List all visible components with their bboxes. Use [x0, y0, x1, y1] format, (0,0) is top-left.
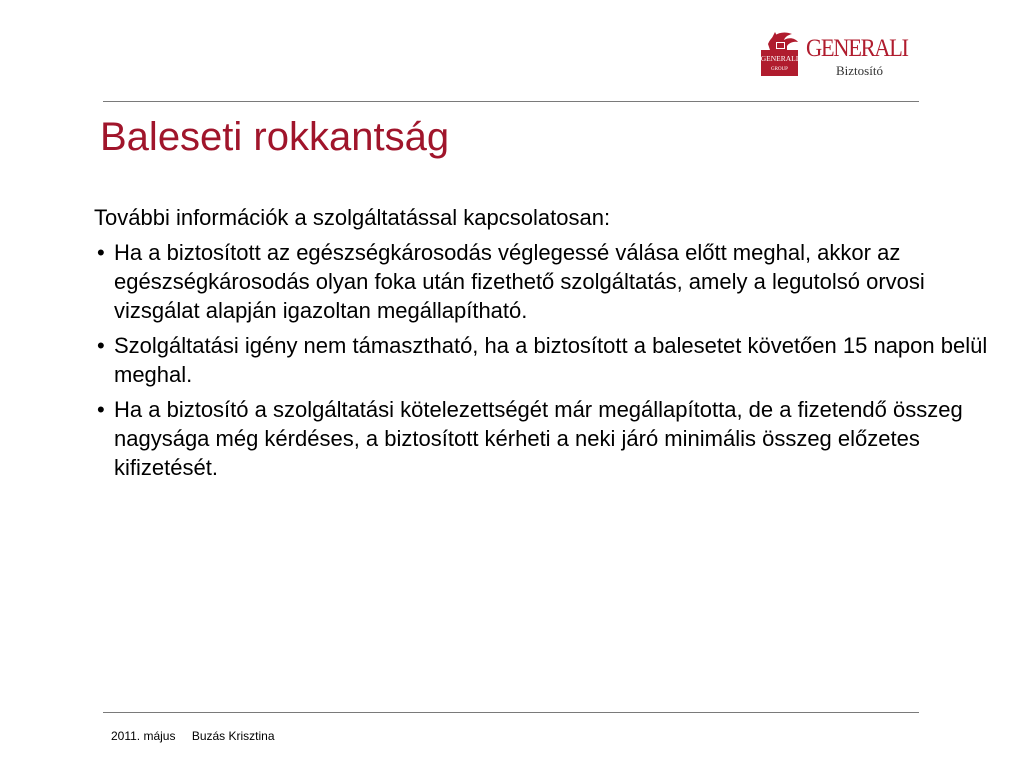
slide-body: [94, 203, 1004, 488]
bullet-icon: •: [97, 333, 105, 358]
list-item: [94, 238, 1004, 325]
bullet-icon: •: [97, 397, 105, 422]
logo-name: GENERALI: [806, 35, 908, 62]
intro-text: További információk a szolgáltatással kapcsolatosan:: [94, 205, 611, 230]
winged-lion-emblem-icon: [760, 26, 802, 78]
list-item: [94, 395, 1004, 482]
footer-date: 2011. május: [111, 729, 176, 743]
emblem-text-top: GENERALI: [760, 54, 799, 63]
logo-subtitle: Biztosító: [836, 63, 883, 78]
emblem-text-bottom: GROUP: [771, 67, 788, 72]
bullet-icon: •: [97, 240, 105, 265]
bullet-text: Ha a biztosító a szolgáltatási kötelezettségét már megállapította, de a fizetendő összeg nagysága még kérdéses, a biztosított kérheti a neki járó minimális összeg előzetes kifizetését.: [114, 397, 963, 480]
bullet-list: [94, 238, 1004, 482]
bullet-text: Ha a biztosított az egészségkárosodás véglegessé válása előtt meghal, akkor az egészségkárosodás olyan foka után fizethető szolgáltatás, amely a legutolsó orvosi vizsgálat alapján igazoltan megállapítható.: [114, 240, 925, 323]
footer: [111, 729, 275, 743]
bullet-text: Szolgáltatási igény nem támasztható, ha a biztosított a balesetet követően 15 napon belül meghal.: [114, 333, 988, 387]
footer-divider: [103, 712, 919, 713]
generali-logo: [760, 26, 922, 78]
footer-author: Buzás Krisztina: [191, 729, 275, 743]
slide-title: Baleseti rokkantság: [100, 115, 450, 159]
header-divider: [103, 101, 919, 102]
list-item: [94, 331, 1004, 389]
